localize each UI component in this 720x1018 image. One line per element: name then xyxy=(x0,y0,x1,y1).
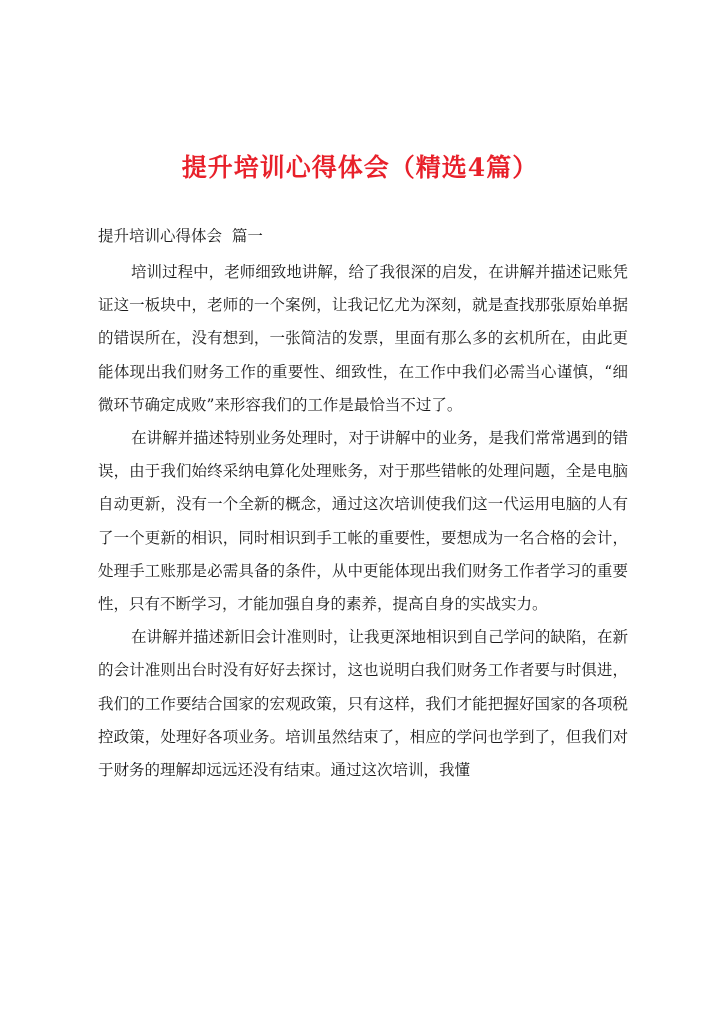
document-title: 提升培训心得体会（精选4篇） xyxy=(181,153,539,182)
paragraph-3: 在讲解并描述新旧会计准则时，让我更深地相识到自己学问的缺陷，在新的会计准则出台时没有好好去探讨，这也说明白我们财务工作者要与时俱进，我们的工作要结合国家的宏观政策，只有这样，我们才能把握好国家的各项税控政策，处理好各项业务。培训虽然结束了，相应的学问也学到了，但我们对于财务的理解却远远还没有结束。通过这次培训，我懂 xyxy=(98,628,628,780)
section-heading: 提升培训心得体会 篇一 xyxy=(98,227,263,245)
body-text xyxy=(98,256,628,787)
paragraph-2: 在讲解并描述特别业务处理时，对于讲解中的业务，是我们常常遇到的错误，由于我们始终采纳电算化处理账务，对于那些错帐的处理问题，全是电脑自动更新，没有一个全新的概念，通过这次培训使我们这一代运用电脑的人有了一个更新的相识，同时相识到手工帐的重要性，要想成为一名合格的会计，处理手工账那是必需具备的条件，从中更能体现出我们财务工作者学习的重要性，只有不断学习，才能加强自身的素养，提高自身的实战实力。 xyxy=(98,429,628,614)
paragraph-1: 培训过程中，老师细致地讲解，给了我很深的启发，在讲解并描述记账凭证这一板块中，老师的一个案例，让我记忆尤为深刻，就是查找那张原始单据的错误所在，没有想到，一张简洁的发票，里面有那么多的玄机所在，由此更能体现出我们财务工作的重要性、细致性，在工作中我们必需当心谨慎，“细微环节确定成败”来形容我们的工作是最恰当不过了。 xyxy=(98,263,628,414)
